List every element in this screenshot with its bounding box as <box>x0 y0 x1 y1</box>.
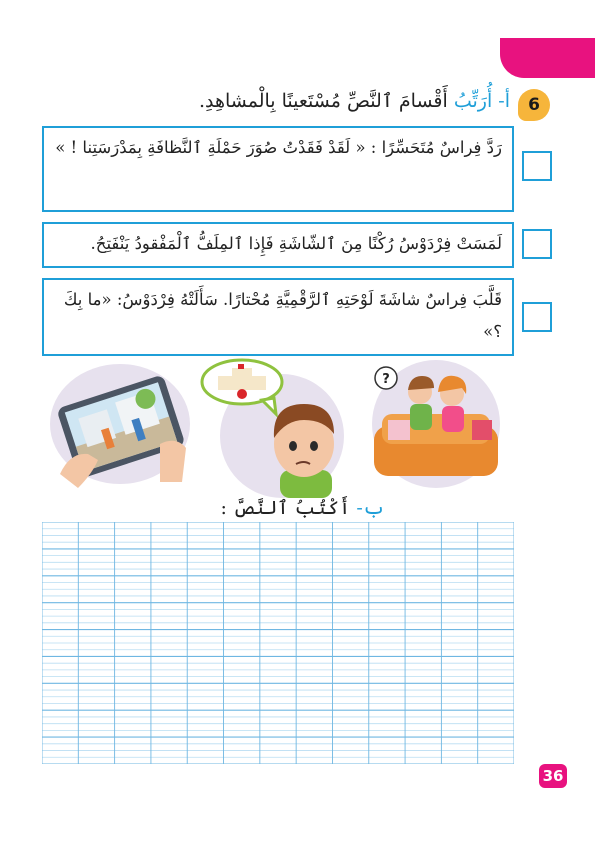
question-number-badge: 6 <box>518 89 550 121</box>
question-prefix: أ- <box>498 90 510 112</box>
subquestion-text: أَكْتُبُ ٱلنَّصَّ : <box>220 497 351 519</box>
subquestion-title <box>220 497 385 519</box>
page-number: 36 <box>539 764 567 788</box>
handwriting-grid[interactable] <box>42 522 514 764</box>
sentence-text-2: لَمَسَتْ فِرْدَوْسُ رُكْنًا مِنَ ٱلشّاشَةِ فَإِذا ٱلمِلَفُّ ٱلْمَفْقودُ يَنْفَتِحُ. <box>90 234 502 253</box>
sentence-text-3: قَلَّبَ فِراسٌ شاشَةَ لَوْحَتِهِ ٱلرَّقْمِيَّةِ مُحْتارًا. سَأَلَتْهُ فِرْدَوْسُ: «ما بِكَ ؟» <box>63 290 502 341</box>
question-bubble-text: ? <box>382 372 390 387</box>
subquestion-prefix: ب- <box>356 497 385 519</box>
question-text: أَقْسامَ ٱلنَّصِّ مُسْتَعينًا بِالْمشاهِدِ. <box>198 90 448 112</box>
order-checkbox-2[interactable] <box>522 229 552 259</box>
sentence-box-1 <box>42 126 514 212</box>
sentence-text-1: رَدَّ فِراسٌ مُتَحَسِّرًا : « لَقَدْ فَقَدْتُ صُوَرَ حَمْلَةِ ٱلنَّظافَةِ بِمَدْرَسَتِنا ! » <box>55 138 502 157</box>
sentence-box-3 <box>42 278 514 356</box>
children-sofa-illustration <box>360 360 510 490</box>
tablet-illustration <box>42 362 192 492</box>
sentence-box-2 <box>42 222 514 268</box>
order-checkbox-3[interactable] <box>522 302 552 332</box>
sad-boy-illustration <box>200 358 350 498</box>
question-title <box>199 90 510 112</box>
question-verb: أُرَتِّبُ <box>453 90 493 112</box>
order-checkbox-1[interactable] <box>522 151 552 181</box>
page-corner-tab <box>500 38 595 78</box>
